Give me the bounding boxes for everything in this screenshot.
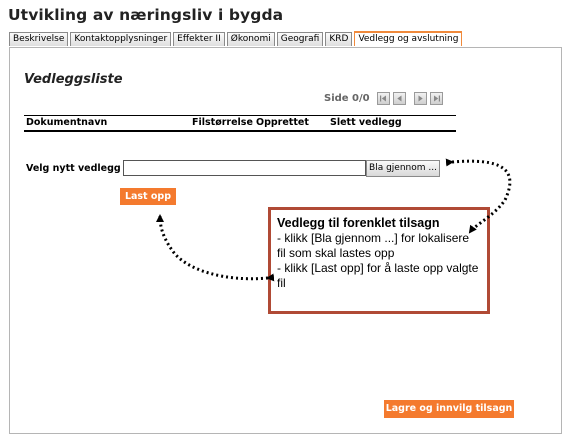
column-filstorrelse[interactable]: Filstørrelse (192, 117, 253, 128)
callout-line-browse: - klikk [Bla gjennom ...] for lokalisere fil som skal lastes opp (277, 231, 470, 260)
column-opprettet[interactable]: Opprettet (256, 117, 309, 128)
callout-title: Vedlegg til forenklet tilsagn (277, 216, 440, 230)
tab-krd[interactable]: KRD (325, 32, 352, 46)
tab-beskrivelse[interactable]: Beskrivelse (9, 32, 68, 46)
tab-effekter-ii[interactable]: Effekter II (173, 32, 225, 46)
upload-button[interactable]: Last opp (120, 188, 176, 205)
arrow-to-browse-button (452, 161, 510, 232)
save-and-approve-button[interactable]: Lagre og innvilg tilsagn (384, 400, 514, 418)
attachments-title: Vedleggsliste (24, 72, 123, 87)
column-dokumentnavn[interactable]: Dokumentnavn (26, 117, 108, 128)
callout-line-upload: - klikk [Last opp] for å laste opp valgte fil (277, 261, 479, 290)
arrow-to-upload-button (160, 216, 268, 279)
tab-vedlegg-og-avslutning[interactable]: Vedlegg og avslutning (354, 31, 462, 46)
browse-button[interactable]: Bla gjennom ... (366, 160, 440, 177)
column-slett-vedlegg[interactable]: Slett vedlegg (330, 117, 402, 128)
tab-okonomi[interactable]: Økonomi (227, 32, 275, 46)
tab-kontaktopplysninger[interactable]: Kontaktopplysninger (70, 32, 171, 46)
pager-label: Side 0/0 (324, 93, 370, 104)
upload-label: Velg nytt vedlegg (26, 163, 121, 174)
tab-geografi[interactable]: Geografi (277, 32, 324, 46)
page-title: Utvikling av næringsliv i bygda (8, 6, 284, 24)
